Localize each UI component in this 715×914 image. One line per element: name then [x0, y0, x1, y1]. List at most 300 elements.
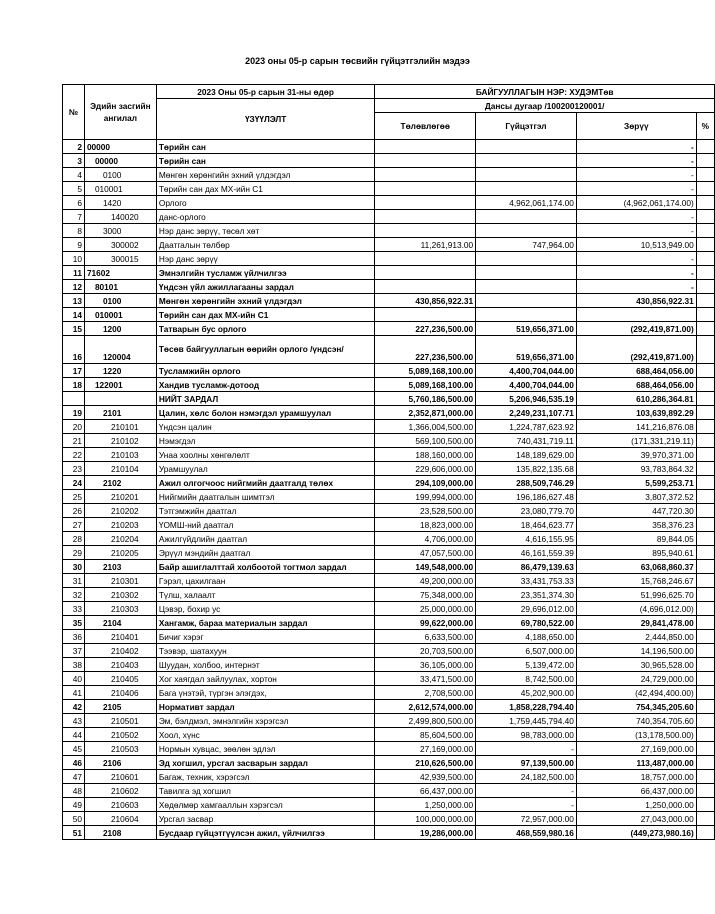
pct-value [696, 560, 714, 574]
diff-value: 358,376.23 [576, 518, 696, 532]
row-number: 27 [63, 518, 85, 532]
row-number: 26 [63, 504, 85, 518]
indicator-name: Байр ашиглалттай холбоотой тогтмол зардал [156, 560, 375, 574]
header-indicator: ҮЗҮҮЛЭЛТ [156, 99, 375, 140]
pct-value [696, 210, 714, 224]
plan-value: 20,703,500.00 [375, 644, 476, 658]
table-row [63, 168, 715, 182]
actual-value: 196,186,627.48 [476, 490, 577, 504]
actual-value: 29,696,012.00 [476, 602, 577, 616]
diff-value: 430,856,922.31 [576, 294, 696, 308]
plan-value: 2,708,500.00 [375, 686, 476, 700]
pct-value [696, 798, 714, 812]
diff-value: 2,444,850.00 [576, 630, 696, 644]
diff-value: 27,169,000.00 [576, 742, 696, 756]
pct-value [696, 238, 714, 252]
pct-value [696, 294, 714, 308]
indicator-name: Тавилга эд хогшил [156, 784, 375, 798]
indicator-name: Нэмэгдэл [156, 434, 375, 448]
actual-value: 8,742,500.00 [476, 672, 577, 686]
pct-value [696, 700, 714, 714]
pct-value [696, 224, 714, 238]
diff-value: 24,729,000.00 [576, 672, 696, 686]
economic-code: 210402 [84, 644, 156, 658]
diff-value: 29,841,478.00 [576, 616, 696, 630]
diff-value: 93,783,864.32 [576, 462, 696, 476]
row-number [63, 392, 85, 406]
actual-value: 18,464,623.77 [476, 518, 577, 532]
plan-value: 36,105,000.00 [375, 658, 476, 672]
indicator-name: Ажилгүйдлийн даатгал [156, 532, 375, 546]
indicator-name: Хандив тусламж-дотоод [156, 378, 375, 392]
plan-value: 11,261,913.00 [375, 238, 476, 252]
economic-code: 210203 [84, 518, 156, 532]
diff-value: (13,178,500.00) [576, 728, 696, 742]
row-number: 3 [63, 154, 85, 168]
indicator-name: Үндсэн үйл ажиллагааны зардал [156, 280, 375, 294]
indicator-name: Нэр данс зөрүү, төсөл хөт [156, 224, 375, 238]
plan-value: 569,100,500.00 [375, 434, 476, 448]
economic-code: 210201 [84, 490, 156, 504]
diff-value: (292,419,871.00) [576, 336, 696, 364]
indicator-name: Төрийн сан [156, 140, 375, 154]
pct-value [696, 336, 714, 364]
table-row [63, 616, 715, 630]
plan-value: 5,760,186,500.00 [375, 392, 476, 406]
diff-value: - [576, 168, 696, 182]
table-row [63, 784, 715, 798]
plan-value: 5,089,168,100.00 [375, 364, 476, 378]
economic-code: 140020 [84, 210, 156, 224]
row-number: 37 [63, 644, 85, 658]
plan-value: 149,548,000.00 [375, 560, 476, 574]
diff-value: (292,419,871.00) [576, 322, 696, 336]
pct-value [696, 756, 714, 770]
row-number: 10 [63, 252, 85, 266]
actual-value: 2,249,231,107.71 [476, 406, 577, 420]
plan-value: 18,823,000.00 [375, 518, 476, 532]
row-number: 6 [63, 196, 85, 210]
pct-value [696, 742, 714, 756]
economic-code: 210104 [84, 462, 156, 476]
row-number: 33 [63, 602, 85, 616]
diff-value: 141,216,876.08 [576, 420, 696, 434]
economic-code: 00000 [84, 154, 156, 168]
row-number: 47 [63, 770, 85, 784]
actual-value [476, 224, 577, 238]
header-pct: % [696, 113, 714, 140]
plan-value [375, 224, 476, 238]
actual-value [476, 294, 577, 308]
plan-value: 1,366,004,500.00 [375, 420, 476, 434]
pct-value [696, 532, 714, 546]
pct-value [696, 420, 714, 434]
row-number: 2 [63, 140, 85, 154]
diff-value: - [576, 266, 696, 280]
row-number: 32 [63, 588, 85, 602]
table-row [63, 294, 715, 308]
row-number: 9 [63, 238, 85, 252]
table-row [63, 462, 715, 476]
actual-value: 4,400,704,044.00 [476, 378, 577, 392]
economic-code: 010001 [84, 182, 156, 196]
pct-value [696, 308, 714, 322]
diff-value: - [576, 140, 696, 154]
economic-code: 2103 [84, 560, 156, 574]
diff-value: - [576, 210, 696, 224]
pct-value [696, 602, 714, 616]
economic-code: 210501 [84, 714, 156, 728]
economic-code: 210102 [84, 434, 156, 448]
pct-value [696, 140, 714, 154]
table-row [63, 798, 715, 812]
diff-value: 688,464,056.00 [576, 378, 696, 392]
row-number: 7 [63, 210, 85, 224]
actual-value: 24,182,500.00 [476, 770, 577, 784]
table-row [63, 420, 715, 434]
diff-value: 688,464,056.00 [576, 364, 696, 378]
indicator-name: НИЙТ ЗАРДАЛ [156, 392, 375, 406]
plan-value: 6,633,500.00 [375, 630, 476, 644]
indicator-name: Нэр данс зөрүү [156, 252, 375, 266]
pct-value [696, 490, 714, 504]
actual-value [476, 154, 577, 168]
table-row [63, 336, 715, 364]
indicator-name: Бичиг хэрэг [156, 630, 375, 644]
economic-code: 120004 [84, 336, 156, 364]
diff-value [576, 308, 696, 322]
table-row [63, 252, 715, 266]
plan-value: 42,939,500.00 [375, 770, 476, 784]
table-row [63, 812, 715, 826]
diff-value: 63,068,860.37 [576, 560, 696, 574]
indicator-name: Орлого [156, 196, 375, 210]
diff-value: - [576, 252, 696, 266]
indicator-name: Түлш, халаалт [156, 588, 375, 602]
header-row-1 [63, 85, 715, 99]
indicator-name: Унаа хоолны хөнгөлөлт [156, 448, 375, 462]
table-row [63, 770, 715, 784]
pct-value [696, 812, 714, 826]
table-row [63, 658, 715, 672]
economic-code: 210103 [84, 448, 156, 462]
diff-value: 447,720.30 [576, 504, 696, 518]
plan-value: 85,604,500.00 [375, 728, 476, 742]
plan-value [375, 168, 476, 182]
row-number: 46 [63, 756, 85, 770]
table-row [63, 602, 715, 616]
economic-code: 010001 [84, 308, 156, 322]
plan-value: 2,499,800,500.00 [375, 714, 476, 728]
indicator-name: Цэвэр, бохир ус [156, 602, 375, 616]
plan-value: 210,626,500.00 [375, 756, 476, 770]
diff-value: 10,513,949.00 [576, 238, 696, 252]
row-number: 30 [63, 560, 85, 574]
economic-code: 210202 [84, 504, 156, 518]
indicator-name: Урамшуулал [156, 462, 375, 476]
diff-value: 89,844.05 [576, 532, 696, 546]
diff-value: 27,043,000.00 [576, 812, 696, 826]
indicator-name: Хангамж, бараа материалын зардал [156, 616, 375, 630]
economic-code: 0100 [84, 168, 156, 182]
indicator-name: Хог хаягдал зайлуулах, хортон [156, 672, 375, 686]
plan-value [375, 252, 476, 266]
indicator-name: Цалин, хөлс болон нэмэгдэл урамшуулал [156, 406, 375, 420]
pct-value [696, 476, 714, 490]
diff-value: (4,696,012.00) [576, 602, 696, 616]
plan-value [375, 154, 476, 168]
economic-code: 71602 [84, 266, 156, 280]
row-number: 49 [63, 798, 85, 812]
row-number: 4 [63, 168, 85, 182]
header-row-2 [63, 99, 715, 113]
plan-value: 227,236,500.00 [375, 336, 476, 364]
row-number: 51 [63, 826, 85, 840]
row-number: 8 [63, 224, 85, 238]
actual-value: 23,080,779.70 [476, 504, 577, 518]
economic-code [84, 392, 156, 406]
economic-code: 300015 [84, 252, 156, 266]
table-row [63, 196, 715, 210]
table-row [63, 140, 715, 154]
row-number: 44 [63, 728, 85, 742]
indicator-name: Мөнгөн хөрөнгийн эхний үлдэгдэл [156, 294, 375, 308]
plan-value: 66,437,000.00 [375, 784, 476, 798]
economic-code: 210101 [84, 420, 156, 434]
row-number: 42 [63, 700, 85, 714]
actual-value: 72,957,000.00 [476, 812, 577, 826]
pct-value [696, 322, 714, 336]
table-row [63, 280, 715, 294]
economic-code: 122001 [84, 378, 156, 392]
indicator-name: Нормын хувцас, зөөлөн эдлэл [156, 742, 375, 756]
pct-value [696, 364, 714, 378]
actual-value: 468,559,980.16 [476, 826, 577, 840]
header-economic-class-label: Эдийн засгийн ангилал [90, 101, 151, 123]
economic-code: 1420 [84, 196, 156, 210]
table-row [63, 560, 715, 574]
economic-code: 2101 [84, 406, 156, 420]
table-row [63, 322, 715, 336]
table-row [63, 742, 715, 756]
table-row [63, 518, 715, 532]
plan-value: 188,160,000.00 [375, 448, 476, 462]
diff-value: (171,331,219.11) [576, 434, 696, 448]
plan-value: 47,057,500.00 [375, 546, 476, 560]
header-economic-class [84, 85, 156, 140]
economic-code: 210603 [84, 798, 156, 812]
row-number: 16 [63, 336, 85, 364]
actual-value: 135,822,135.68 [476, 462, 577, 476]
table-row [63, 434, 715, 448]
actual-value: 1,858,228,794.40 [476, 700, 577, 714]
diff-value: - [576, 154, 696, 168]
row-number: 23 [63, 462, 85, 476]
pct-value [696, 672, 714, 686]
actual-value: 4,400,704,044.00 [476, 364, 577, 378]
row-number: 24 [63, 476, 85, 490]
diff-value: 113,487,000.00 [576, 756, 696, 770]
table-row [63, 308, 715, 322]
row-number: 41 [63, 686, 85, 700]
table-row [63, 224, 715, 238]
actual-value [476, 280, 577, 294]
table-row [63, 378, 715, 392]
diff-value: 740,354,705.60 [576, 714, 696, 728]
plan-value: 25,000,000.00 [375, 602, 476, 616]
indicator-name: Татварын бус орлого [156, 322, 375, 336]
pct-value [696, 196, 714, 210]
actual-value: 98,783,000.00 [476, 728, 577, 742]
actual-value: 4,188,650.00 [476, 630, 577, 644]
plan-value [375, 308, 476, 322]
header-no: № [63, 85, 85, 140]
plan-value: 5,089,168,100.00 [375, 378, 476, 392]
plan-value: 75,348,000.00 [375, 588, 476, 602]
actual-value: 86,479,139.63 [476, 560, 577, 574]
plan-value: 199,994,000.00 [375, 490, 476, 504]
actual-value: - [476, 742, 577, 756]
header-diff: Зөрүү [576, 113, 696, 140]
pct-value [696, 826, 714, 840]
actual-value [476, 266, 577, 280]
indicator-name: Тээвэр, шатахуун [156, 644, 375, 658]
indicator-name: Тусламжийн орлого [156, 364, 375, 378]
pct-value [696, 686, 714, 700]
table-row [63, 574, 715, 588]
table-row [63, 476, 715, 490]
row-number: 11 [63, 266, 85, 280]
plan-value: 100,000,000.00 [375, 812, 476, 826]
plan-value [375, 182, 476, 196]
economic-code: 80101 [84, 280, 156, 294]
actual-value: 97,139,500.00 [476, 756, 577, 770]
pct-value [696, 252, 714, 266]
pct-value [696, 406, 714, 420]
table-row [63, 728, 715, 742]
indicator-name: Нийгмийн даатгалын шимтгэл [156, 490, 375, 504]
indicator-name: Даатгалын төлбөр [156, 238, 375, 252]
actual-value [476, 140, 577, 154]
pct-value [696, 168, 714, 182]
diff-value: 66,437,000.00 [576, 784, 696, 798]
row-number: 15 [63, 322, 85, 336]
pct-value [696, 392, 714, 406]
table-row [63, 490, 715, 504]
pct-value [696, 182, 714, 196]
pct-value [696, 434, 714, 448]
pct-value [696, 728, 714, 742]
table-row [63, 672, 715, 686]
table-row [63, 406, 715, 420]
pct-value [696, 784, 714, 798]
indicator-name: Тэтгэмжийн даатгал [156, 504, 375, 518]
table-row [63, 700, 715, 714]
diff-value: 5,599,253.71 [576, 476, 696, 490]
pct-value [696, 770, 714, 784]
report-body [63, 140, 715, 840]
plan-value: 27,169,000.00 [375, 742, 476, 756]
economic-code: 1220 [84, 364, 156, 378]
plan-value: 4,706,000.00 [375, 532, 476, 546]
header-org-name: БАЙГУУЛЛАГЫН НЭР: ХУДЭМТөв [375, 85, 715, 99]
table-row [63, 588, 715, 602]
actual-value: 288,509,746.29 [476, 476, 577, 490]
plan-value [375, 140, 476, 154]
pct-value [696, 378, 714, 392]
row-number: 19 [63, 406, 85, 420]
economic-code: 210602 [84, 784, 156, 798]
plan-value: 49,200,000.00 [375, 574, 476, 588]
report-title: 2023 оны 05-р сарын төсвийн гүйцэтгэлийн мэдээ [245, 56, 470, 66]
plan-value: 430,856,922.31 [375, 294, 476, 308]
pct-value [696, 504, 714, 518]
table-row [63, 714, 715, 728]
actual-value [476, 182, 577, 196]
economic-code: 210503 [84, 742, 156, 756]
diff-value: 51,996,625.70 [576, 588, 696, 602]
table-row [63, 182, 715, 196]
indicator-name: Хөдөлмөр хамгааллын хэрэгсэл [156, 798, 375, 812]
row-number: 29 [63, 546, 85, 560]
plan-value: 23,528,500.00 [375, 504, 476, 518]
indicator-name: Шуудан, холбоо, интернэт [156, 658, 375, 672]
economic-code: 210205 [84, 546, 156, 560]
plan-value: 294,109,000.00 [375, 476, 476, 490]
indicator-name: Бусдаар гүйцэтгүүлсэн ажил, үйлчилгээ [156, 826, 375, 840]
economic-code: 00000 [84, 140, 156, 154]
plan-value: 99,622,000.00 [375, 616, 476, 630]
pct-value [696, 448, 714, 462]
indicator-name: Нормативт зардал [156, 700, 375, 714]
row-number: 43 [63, 714, 85, 728]
row-number: 50 [63, 812, 85, 826]
economic-code: 2108 [84, 826, 156, 840]
indicator-name: Төсөв байгууллагын өөрийн орлого /үндсэн/ [156, 336, 375, 364]
pct-value [696, 574, 714, 588]
diff-value: 1,250,000.00 [576, 798, 696, 812]
indicator-name: данс-орлого [156, 210, 375, 224]
pct-value [696, 714, 714, 728]
plan-value: 2,612,574,000.00 [375, 700, 476, 714]
diff-value: 15,768,246.67 [576, 574, 696, 588]
actual-value: 747,964.00 [476, 238, 577, 252]
plan-value: 227,236,500.00 [375, 322, 476, 336]
diff-value: (4,962,061,174.00) [576, 196, 696, 210]
indicator-name: Төрийн сан дах МХ-ийн С1 [156, 182, 375, 196]
row-number: 5 [63, 182, 85, 196]
actual-value [476, 308, 577, 322]
header-date: 2023 Оны 05-р сарын 31-ны өдөр [156, 85, 375, 99]
economic-code: 3000 [84, 224, 156, 238]
economic-code: 1200 [84, 322, 156, 336]
table-row [63, 756, 715, 770]
economic-code: 210403 [84, 658, 156, 672]
header-actual: Гүйцэтгэл [476, 113, 577, 140]
economic-code: 210502 [84, 728, 156, 742]
diff-value: 39,970,371.00 [576, 448, 696, 462]
table-row [63, 364, 715, 378]
row-number: 48 [63, 784, 85, 798]
row-number: 38 [63, 658, 85, 672]
indicator-name: ҮОМШ-ний даатгал [156, 518, 375, 532]
indicator-name: Гэрэл, цахилгаан [156, 574, 375, 588]
row-number: 13 [63, 294, 85, 308]
row-number: 21 [63, 434, 85, 448]
indicator-name: Үндсэн цалин [156, 420, 375, 434]
economic-code: 210601 [84, 770, 156, 784]
actual-value [476, 210, 577, 224]
